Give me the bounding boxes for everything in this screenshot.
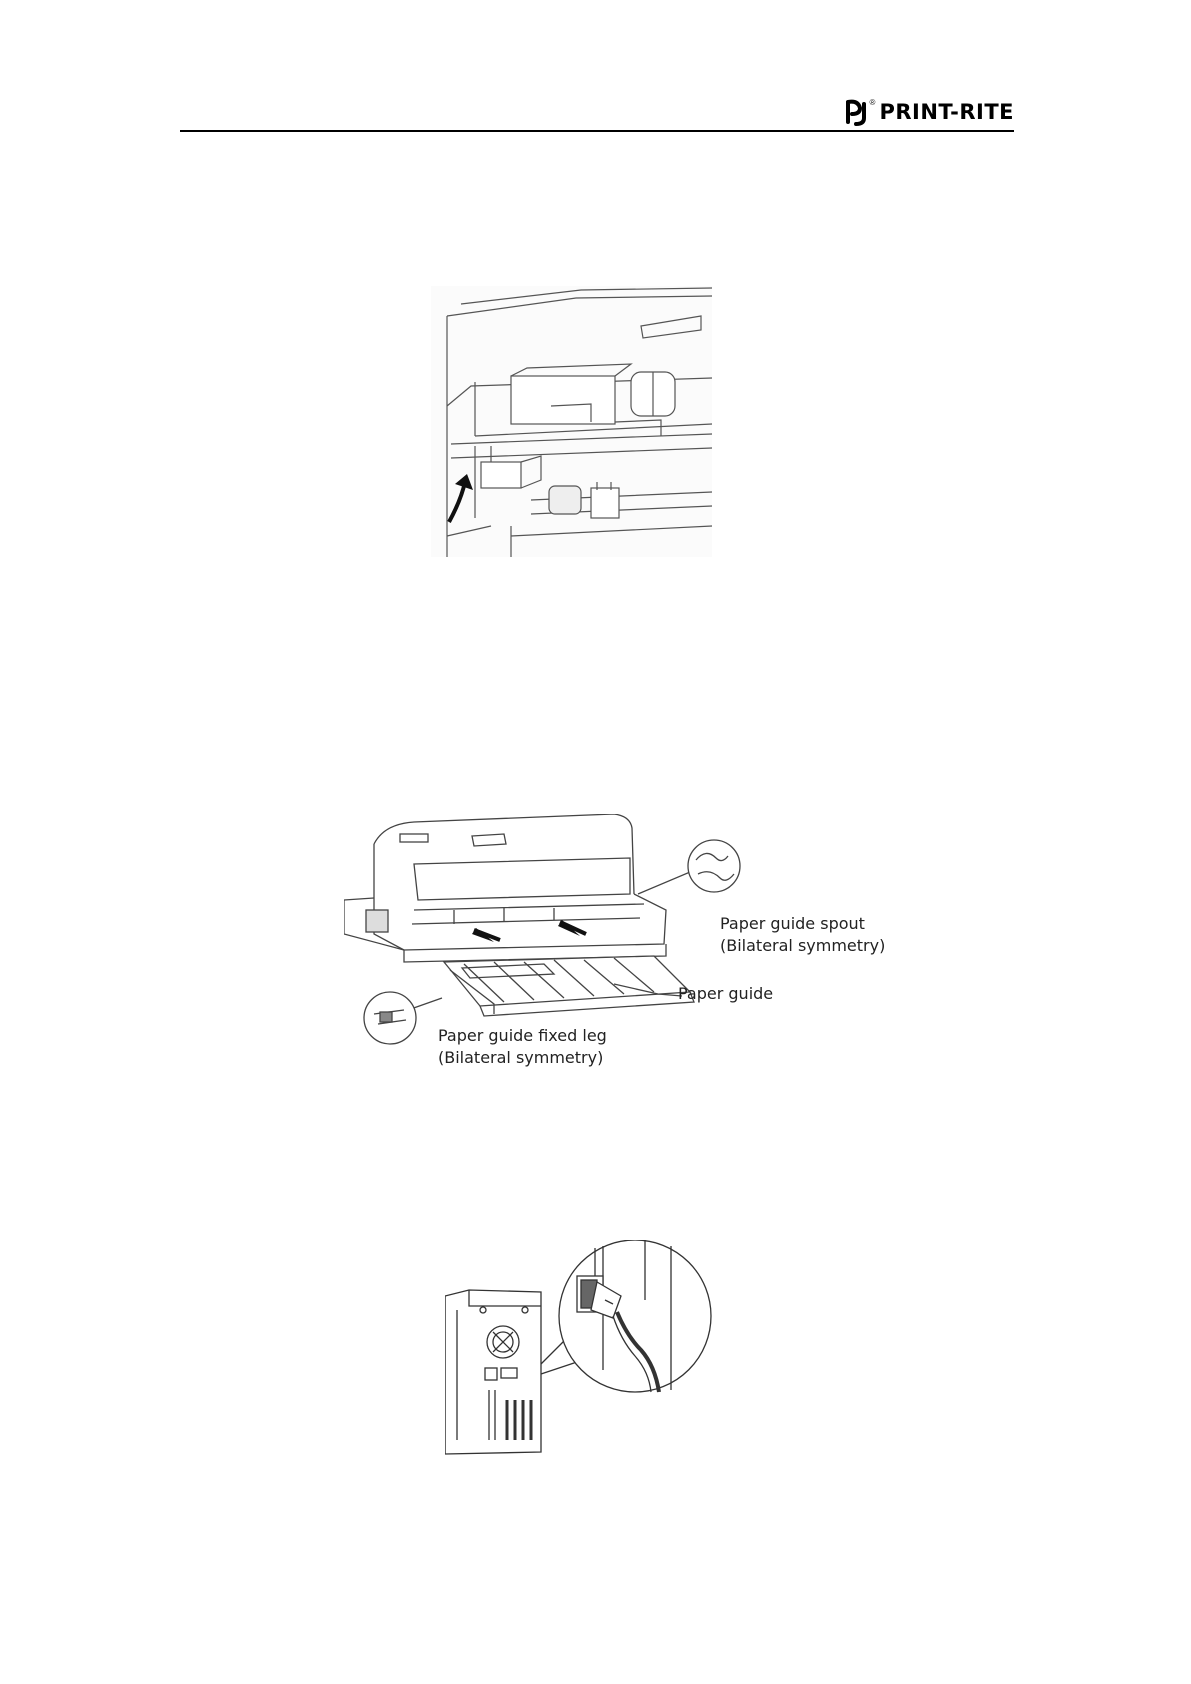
page-header — [180, 96, 1014, 132]
label-paper-guide-fixed-leg: Paper guide fixed leg — [438, 1026, 607, 1045]
brand-name: PRINT-RITE — [879, 100, 1014, 124]
registered-mark: ® — [869, 97, 876, 107]
label-paper-guide: Paper guide — [678, 984, 774, 1003]
paper-guide-illustration — [344, 814, 886, 1076]
usb-connection-drawing — [445, 1240, 713, 1462]
usb-connection-illustration — [445, 1240, 713, 1462]
brand-logo-icon — [842, 98, 872, 126]
label-leg-symmetry: (Bilateral symmetry) — [438, 1048, 604, 1067]
header-divider — [180, 130, 1014, 132]
insert-arrows — [472, 920, 586, 942]
printer-interior-illustration — [431, 286, 712, 557]
brand-logo — [842, 98, 1014, 126]
label-spout-symmetry: (Bilateral symmetry) — [720, 936, 886, 955]
label-paper-guide-spout: Paper guide spout — [720, 914, 865, 933]
printer-interior-drawing — [431, 286, 712, 557]
